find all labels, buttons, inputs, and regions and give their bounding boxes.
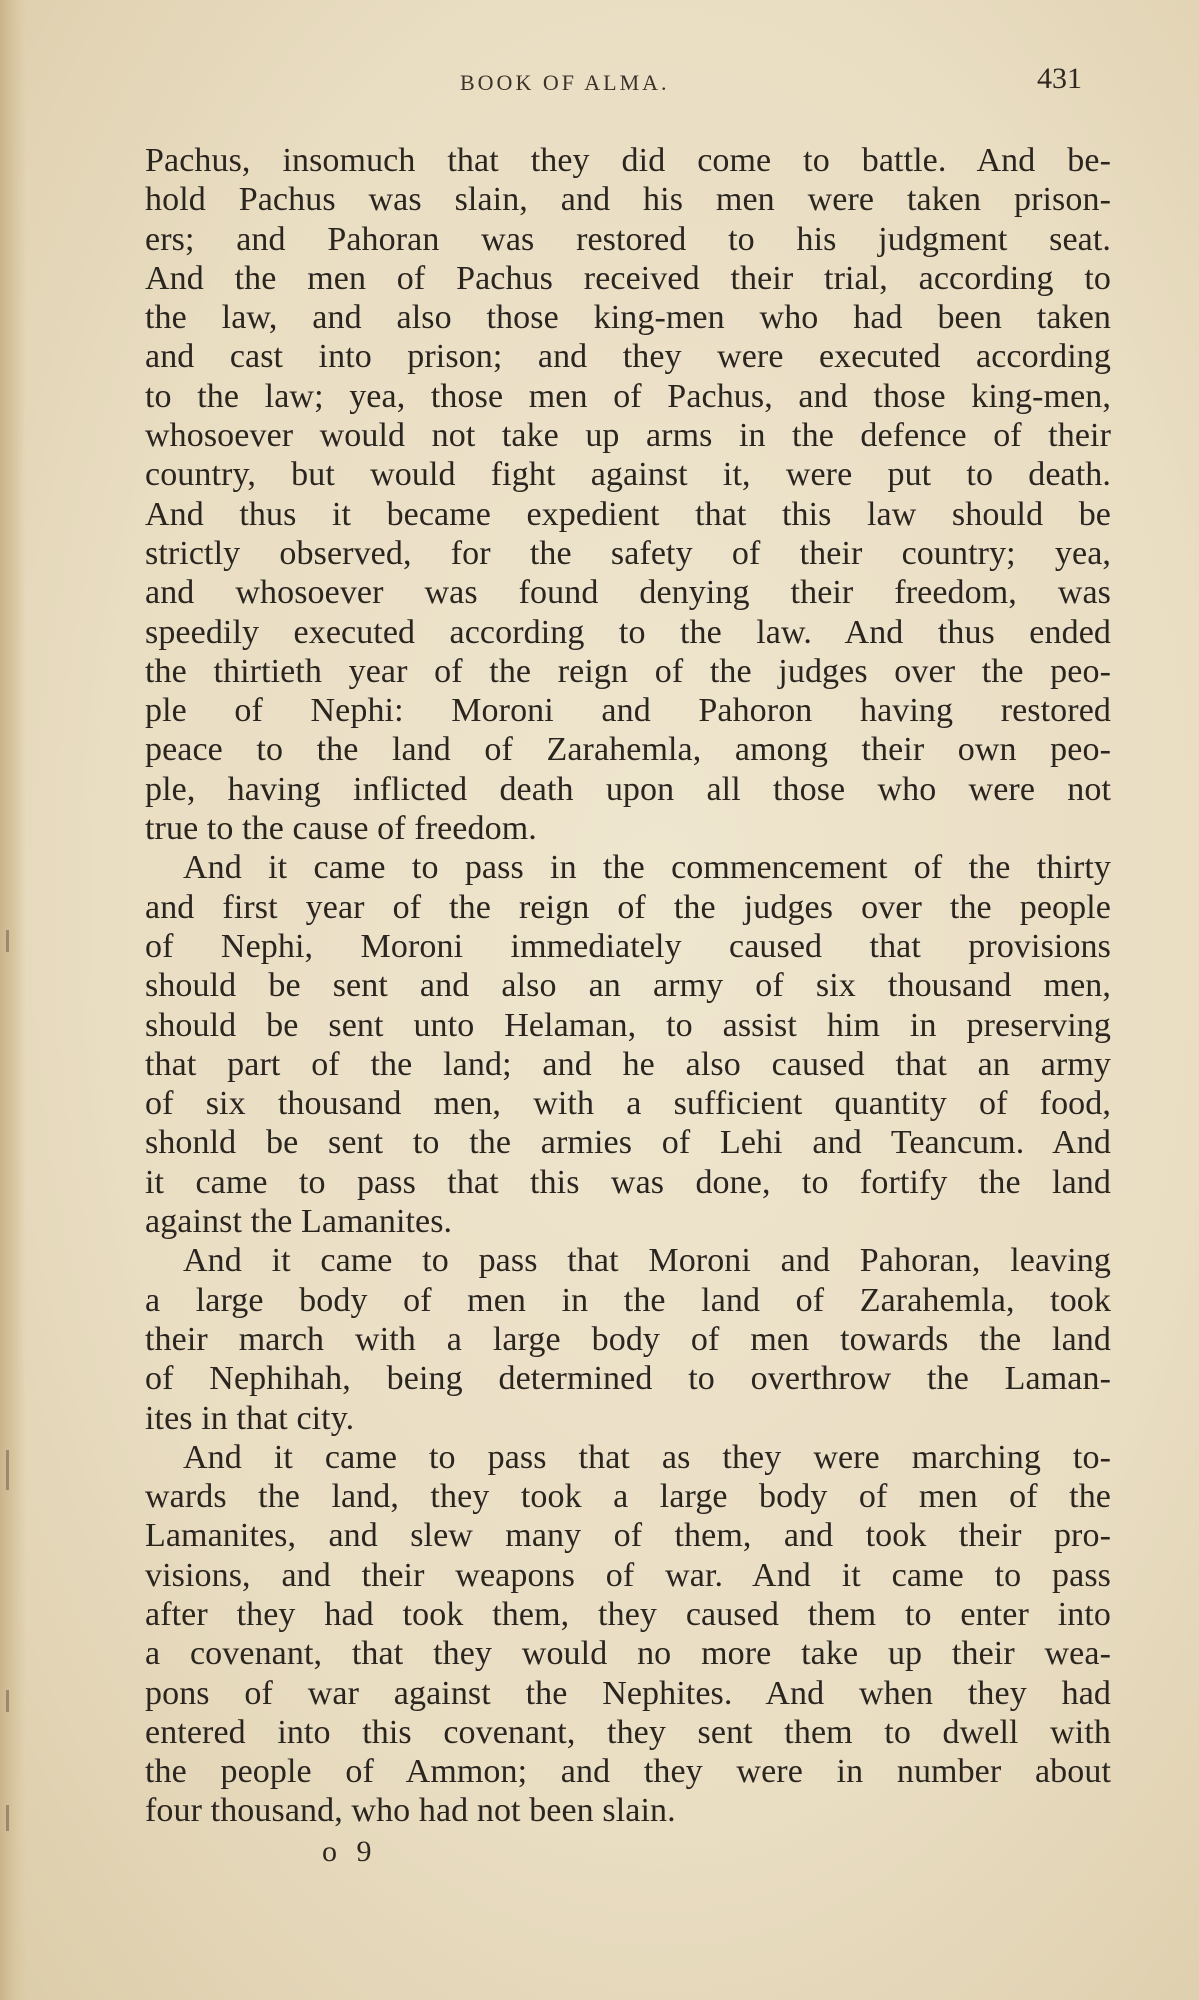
running-head: BOOK OF ALMA. [460,70,670,95]
text-line: a large body of men in the land of Zarahemla, took [145,1281,1111,1319]
text-line: peace to the land of Zarahemla, among their own peo- [145,731,1111,769]
text-line: of Nephi, Moroni immediately caused that provisions [145,927,1111,965]
text-line: of Nephihah, being determined to overthrow the Laman- [145,1360,1111,1398]
text-line: to the law; yea, those men of Pachus, and those king-men, [145,377,1111,415]
text-line: ple, having inflicted death upon all those who were not [145,770,1111,808]
text-line: visions, and their weapons of war. And it came to pass [145,1556,1111,1594]
text-line: ple of Nephi: Moroni and Pahoron having restored [145,692,1111,730]
text-line: speedily executed according to the law. And thus ended [145,613,1111,651]
text-line: And the men of Pachus received their trial, according to [145,259,1111,297]
text-line: should be sent and also an army of six thousand men, [145,967,1111,1005]
text-line: wards the land, they took a large body of men of the [145,1478,1111,1516]
text-line: true to the cause of freedom. [145,810,537,848]
text-line: and cast into prison; and they were executed according [145,338,1111,376]
gutter-mark [6,1805,9,1831]
text-line: the people of Ammon; and they were in number about [145,1753,1111,1791]
text-line: pons of war against the Nephites. And when they had [145,1674,1111,1712]
text-line: And it came to pass that Moroni and Pahoran, leaving [183,1242,1111,1280]
text-line: that part of the land; and he also caused that an army [145,1045,1111,1083]
text-line: their march with a large body of men towards the land [145,1320,1111,1358]
gutter-mark [6,1450,9,1490]
page-gutter [0,0,26,2000]
text-line: And it came to pass that as they were marching to- [183,1438,1111,1476]
text-line: And it came to pass in the commencement of the thirty [183,849,1111,887]
text-line: entered into this covenant, they sent them to dwell with [145,1713,1111,1751]
text-line: and first year of the reign of the judges over the people [145,888,1111,926]
text-line: should be sent unto Helaman, to assist him in preserving [145,1006,1111,1044]
signature-mark: o 9 [322,1835,378,1868]
text-line: the law, and also those king-men who had been taken [145,299,1111,337]
gutter-mark [6,930,9,952]
text-line: and whosoever was found denying their freedom, was [145,574,1111,612]
text-line: ites in that city. [145,1399,355,1437]
gutter-mark [6,1690,9,1712]
body-text [145,141,1111,1831]
text-line: whosoever would not take up arms in the defence of their [145,417,1111,455]
text-line: country, but would fight against it, were put to death. [145,456,1111,494]
text-line: after they had took them, they caused them to enter into [145,1595,1111,1633]
text-line: Lamanites, and slew many of them, and took their pro- [145,1517,1111,1555]
text-line: the thirtieth year of the reign of the judges over the peo- [145,652,1111,690]
text-line: And thus it became expedient that this law should be [145,495,1111,533]
text-line: hold Pachus was slain, and his men were taken prison- [145,181,1111,219]
text-line: ers; and Pahoran was restored to his judgment seat. [145,220,1111,258]
page-number: 431 [1037,62,1082,95]
text-line: Pachus, insomuch that they did come to battle. And be- [145,142,1111,179]
text-line: of six thousand men, with a sufficient quantity of food, [145,1085,1111,1123]
text-line: it came to pass that this was done, to fortify the land [145,1163,1111,1201]
text-line: against the Lamanites. [145,1203,453,1241]
text-line: shonld be sent to the armies of Lehi and Teancum. And [145,1124,1111,1162]
text-line: four thousand, who had not been slain. [145,1792,676,1830]
text-line: strictly observed, for the safety of their country; yea, [145,534,1111,572]
text-line: a covenant, that they would no more take up their wea- [145,1635,1111,1673]
